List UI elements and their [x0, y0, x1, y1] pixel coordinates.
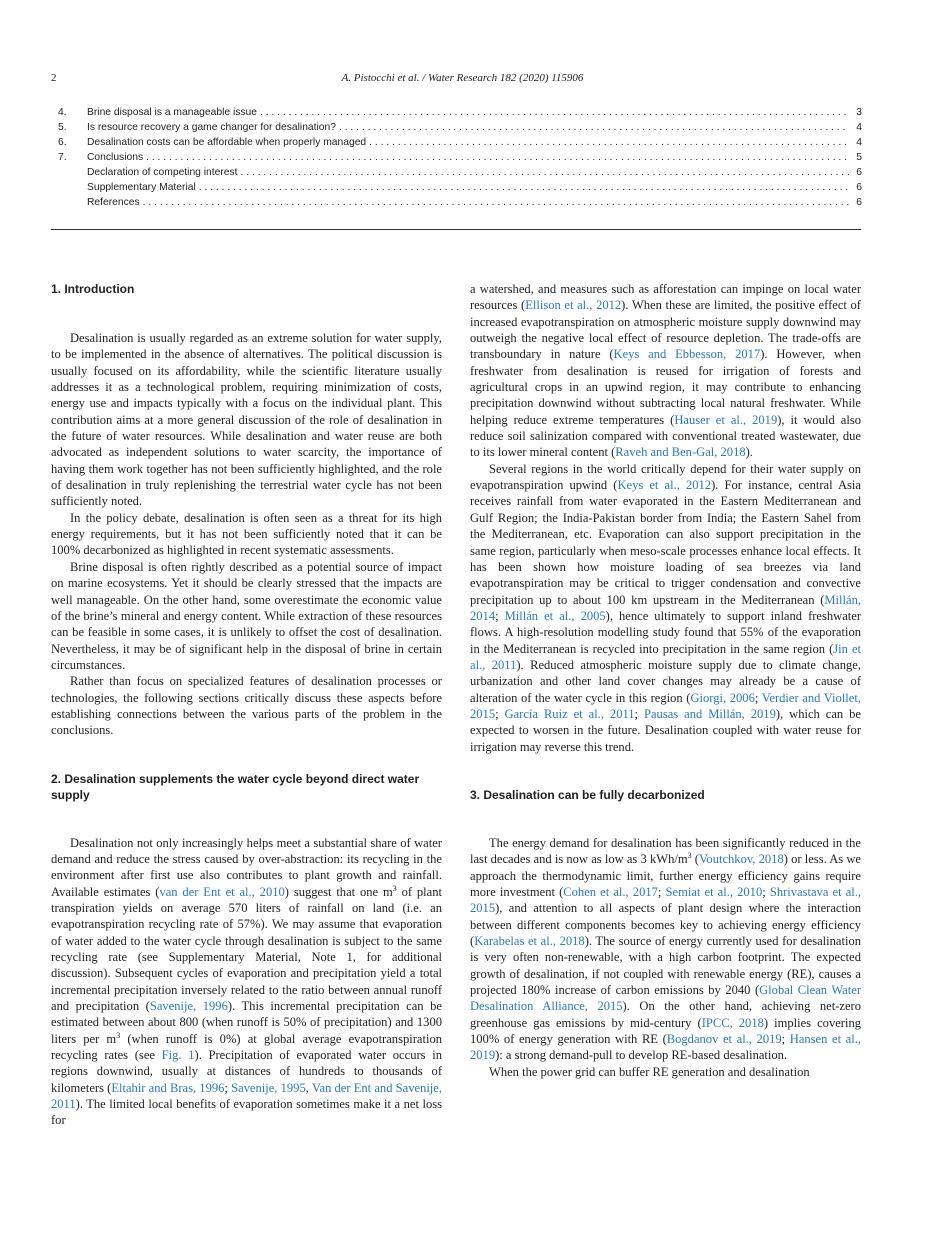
citation-link[interactable]: Semiat et al., 2010: [665, 885, 763, 899]
citation-link[interactable]: Savenije, 1996: [149, 999, 228, 1014]
toc-page: 5: [856, 152, 862, 163]
citation-link[interactable]: Millán, 2014: [470, 592, 861, 623]
citation-link[interactable]: Keys et al., 2012: [617, 478, 712, 493]
toc-title: Supplementary Material: [87, 182, 196, 193]
toc-title: Is resource recovery a game changer for desalination?: [87, 122, 336, 133]
citation-link[interactable]: Millán et al., 2005: [504, 608, 606, 623]
text-run: (: [691, 852, 699, 867]
citation-link[interactable]: Bogdanov et al., 2019: [666, 1032, 782, 1047]
paragraph: Brine disposal is often rightly described as a potential source of impact on marine ecosystems. Yet it should be clearly stressed that the impacts are well manageable. On the other hand, some overestimate the economic value of the brine’s mineral and energy content. While extraction of these resources can be feasible in some cases, it is unlikely to offset the cost of desalination. Nevertheless, it may be of significant help in the disposal of brine in certain circumstances.: [51, 559, 442, 672]
text-run: ).: [745, 445, 753, 460]
toc-page: 4: [856, 137, 862, 148]
citation-link[interactable]: Cohen et al., 2017: [563, 885, 658, 899]
toc-leader: [260, 107, 849, 118]
text-run: of plant transpiration yields on average 570 liters of rainfall on land (i.e. an evapotranspiration recycling rate of 57%). We may assume that evaporation of water added to the water cycle through desalination is subject to the same recycling rate (see Supplementary Material, Note 1, for additional discussion). Subsequent cycles of evaporation and precipitation yield a total incremental precipitation inversely related to the ratio between annual runoff and precipitation (: [51, 884, 442, 1014]
text-run: ). When these are limited, the positive effect of increased evapotranspiration on atmospheric moisture supply downwind may outweigh the negative local effect of resource depletion. The trade-offs are transboundary in nature (: [470, 298, 861, 362]
text-run: ). However, when freshwater from desalination is reused for irrigation of forests and agricultural crops in an upwind region, it may contribute to enhancing precipitation downwind without subtracting local natural freshwater. While helping reduce extreme temperatures (: [470, 347, 861, 427]
text-run: ), and attention to all aspects of plant design where the interaction between different components becomes key to achieving energy efficiency (: [470, 901, 861, 949]
toc-title: Brine disposal is a manageable issue: [87, 107, 257, 118]
text-run: The energy demand for desalination has been significantly reduced in the last decades and is now as low as 3 kWh/m: [470, 835, 861, 867]
toc-leader: [339, 122, 849, 133]
text-run: ), it would also reduce soil salinization compared with conventional treated wastewater, due to its lower mineral content (: [470, 412, 861, 460]
text-run: ) implies covering 100% of energy generation with RE (: [470, 1015, 862, 1047]
toc-leader: [241, 167, 849, 178]
left-column: [51, 281, 442, 1129]
toc-leader: [199, 182, 849, 193]
text-run: ). Reduced atmospheric moisture supply due to climate change, urbanization and other land cover changes may already be a cause of alteration of the water cycle in this region (: [470, 657, 861, 705]
toc-leader: [369, 137, 849, 148]
toc-divider: [51, 229, 861, 230]
text-run: a watershed, and measures such as afforestation can impinge on local water resources (: [470, 282, 861, 313]
citation-link[interactable]: Giorgi, 2006: [690, 690, 755, 705]
paragraph: In the policy debate, desalination is often seen as a threat for its high energy requirements, but it has not been sufficiently noted that it can be 100% decarbonized as highlighted in recent systematic assessments.: [51, 510, 442, 558]
section-heading-decarbonized: 3. Desalination can be fully decarbonized: [470, 787, 705, 802]
citation-link[interactable]: Hansen et al., 2019: [470, 1032, 861, 1063]
citation-link[interactable]: Karabelas et al., 2018: [474, 934, 585, 949]
text-run: ;: [781, 1032, 790, 1047]
paragraph: Rather than focus on specialized features of desalination processes or technologies, the following sections critically discuss these aspects before establishing connections between the various parts of the problem in the conclusions.: [51, 674, 442, 738]
citation-link[interactable]: Voutchkov, 2018: [698, 852, 784, 867]
page-number: 2: [51, 72, 57, 84]
paragraph: [470, 835, 861, 1064]
citation-link[interactable]: Global Clean Water Desalination Alliance, 2015: [470, 983, 861, 1014]
text-run: ) suggest that one m: [284, 884, 393, 899]
toc-row[interactable]: [58, 182, 862, 197]
citation-link[interactable]: Hauser et al., 2019: [674, 412, 778, 427]
toc-row[interactable]: [58, 137, 862, 152]
text-run: ;: [634, 706, 644, 721]
text-run: ). Precipitation of evaporated water occurs in regions downwind, usually at distances of hundreds to thousands of kilometers (: [51, 1048, 442, 1095]
toc-row[interactable]: [58, 197, 862, 212]
citation-link[interactable]: Savenije, 1995: [231, 1080, 306, 1095]
text-run: ). The limited local benefits of evaporation sometimes make it a net loss for: [51, 1097, 442, 1128]
toc-page: 6: [856, 167, 862, 178]
figure-link[interactable]: Fig. 1: [161, 1048, 195, 1063]
text-run: ). The source of energy currently used for desalination is very often non-renewable, with a high carbon footprint. The expected growth of desalination, if not coupled with renewable energy (RE), causes a projected 180% increase of carbon emissions by 2040 (: [470, 934, 861, 998]
toc-row[interactable]: [58, 167, 862, 182]
text-run: Several regions in the world critically depend for their water supply on evapotranspiration upwind (: [470, 461, 861, 493]
citation-link[interactable]: Pausas and Millán, 2019: [644, 706, 776, 721]
text-run: ). On the other hand, achieving net-zero greenhouse gas emissions by mid-century (: [470, 999, 861, 1030]
right-column: [470, 281, 861, 1080]
toc-number: 4.: [58, 107, 67, 118]
citation-link[interactable]: van der Ent et al., 2010: [159, 884, 285, 899]
toc-page: 4: [856, 122, 862, 133]
text-run: ). For instance, central Asia receives rainfall from water evaporated in the Eastern Mediterranean and Gulf Region; the India-Pakistan border from India; the Eastern Sahel from the Mediterranean, etc. Evaporation can also support precipitation in the same region, particularly when meso-scale processes enhance local effects. It has been shown how moisture loading of sea breezes via land evapotranspiration may be critical to trigger condensation and convective precipitation up to about 100 km upstream in the Mediterranean (: [470, 478, 861, 607]
toc-leader: [146, 152, 849, 163]
citation-link[interactable]: Verdier and Viollet, 2015: [470, 690, 861, 721]
superscript: 3: [687, 851, 692, 861]
paragraph: When the power grid can buffer RE generation and desalination: [489, 1064, 810, 1079]
text-run: ): a strong demand-pull to develop RE-based desalination.: [495, 1048, 788, 1063]
toc-row[interactable]: [58, 122, 862, 137]
citation-link[interactable]: Ellison et al., 2012: [525, 298, 622, 313]
toc-leader: [143, 197, 849, 208]
paragraph: Desalination is usually regarded as an extreme solution for water supply, to be implemented in the absence of alternatives. The political discussion is usually focused on its affordability, while the scientific literature usually addresses it as a technological problem, requiring minimization of costs, energy use and impacts typically with a focus on the individual plant. This contribution aims at a more general discussion of the role of desalination in the future of water resources. While desalination and water reuse are both advocated as independent solutions to water scarcity, the importance of having them work together has not been sufficiently highlighted, and the role of desalination in truly replenishing the terrestrial water cycle has not been sufficiently noted.: [51, 331, 442, 509]
toc-title: Conclusions: [87, 152, 144, 163]
toc-number: 7.: [58, 152, 67, 163]
text-run: Desalination not only increasingly helps meet a substantial share of water demand and reduce the stress caused by over-abstraction: its recycling in the environment after first use also contributes to plant growth and rainfall. Available estimates (: [51, 835, 442, 899]
section-heading-water-cycle: 2. Desalination supplements the water cycle beyond direct water supply: [51, 771, 420, 802]
text-run: ;: [657, 885, 666, 899]
citation-link[interactable]: IPCC, 2018: [701, 1015, 764, 1030]
text-run: ), which can be expected to worsen in the future. Desalination coupled with water reuse for irrigation may reverse this trend.: [470, 706, 861, 754]
section-heading-introduction: 1. Introduction: [51, 282, 135, 296]
superscript: 3: [116, 1030, 121, 1040]
citation-link[interactable]: Jin et al., 2011: [470, 641, 861, 672]
text-run: ,: [305, 1080, 312, 1095]
citation-link[interactable]: Van der Ent and Savenije, 2011: [51, 1080, 443, 1112]
toc-page: 3: [856, 107, 862, 118]
text-run: ). This incremental precipitation can be estimated between about 800 (when runoff is 50% of precipitation) and 1300 liters per m: [51, 999, 442, 1046]
toc-page: 6: [856, 182, 862, 193]
toc-title: References: [87, 197, 140, 208]
citation-link[interactable]: García Ruiz et al., 2011: [504, 706, 635, 721]
citation-link[interactable]: Shrivastava et al., 2015: [470, 885, 862, 916]
text-run: ) or less. As we approach the thermodynamic limit, further energy efficiency gains require more investment (: [470, 852, 861, 899]
toc-number: 6.: [58, 137, 67, 148]
text-run: ;: [762, 885, 770, 899]
text-run: ), hence ultimately to support inland freshwater flows. A high-resolution modelling study found that 55% of the evaporation in the Mediterranean is recycled into precipitation in the same region (: [470, 608, 862, 656]
citation-link[interactable]: Raveh and Ben-Gal, 2018: [615, 445, 746, 460]
superscript: 3: [392, 883, 397, 893]
text-run: ;: [495, 608, 505, 623]
text-run: ;: [495, 706, 505, 721]
toc-title: Declaration of competing interest: [87, 167, 238, 178]
toc-title: Desalination costs can be affordable when properly managed: [87, 137, 367, 148]
table-of-contents: [58, 107, 862, 212]
toc-row[interactable]: [58, 152, 862, 167]
text-run: ;: [224, 1080, 232, 1095]
toc-page: 6: [856, 197, 862, 208]
paragraph: [470, 281, 861, 461]
paragraph: [470, 461, 861, 755]
citation-link[interactable]: Eltahir and Bras, 1996: [111, 1080, 225, 1095]
citation-link[interactable]: Keys and Ebbesson, 2017: [613, 347, 761, 362]
toc-number: 5.: [58, 122, 67, 133]
text-run: (when runoff is 0%) at global average evapotranspiration recycling rates (see: [51, 1031, 442, 1063]
paragraph: [51, 835, 442, 1129]
running-head: A. Pistocchi et al. / Water Research 182 (2020) 115906: [341, 72, 584, 84]
toc-row[interactable]: [58, 107, 862, 122]
text-run: ;: [754, 690, 762, 705]
